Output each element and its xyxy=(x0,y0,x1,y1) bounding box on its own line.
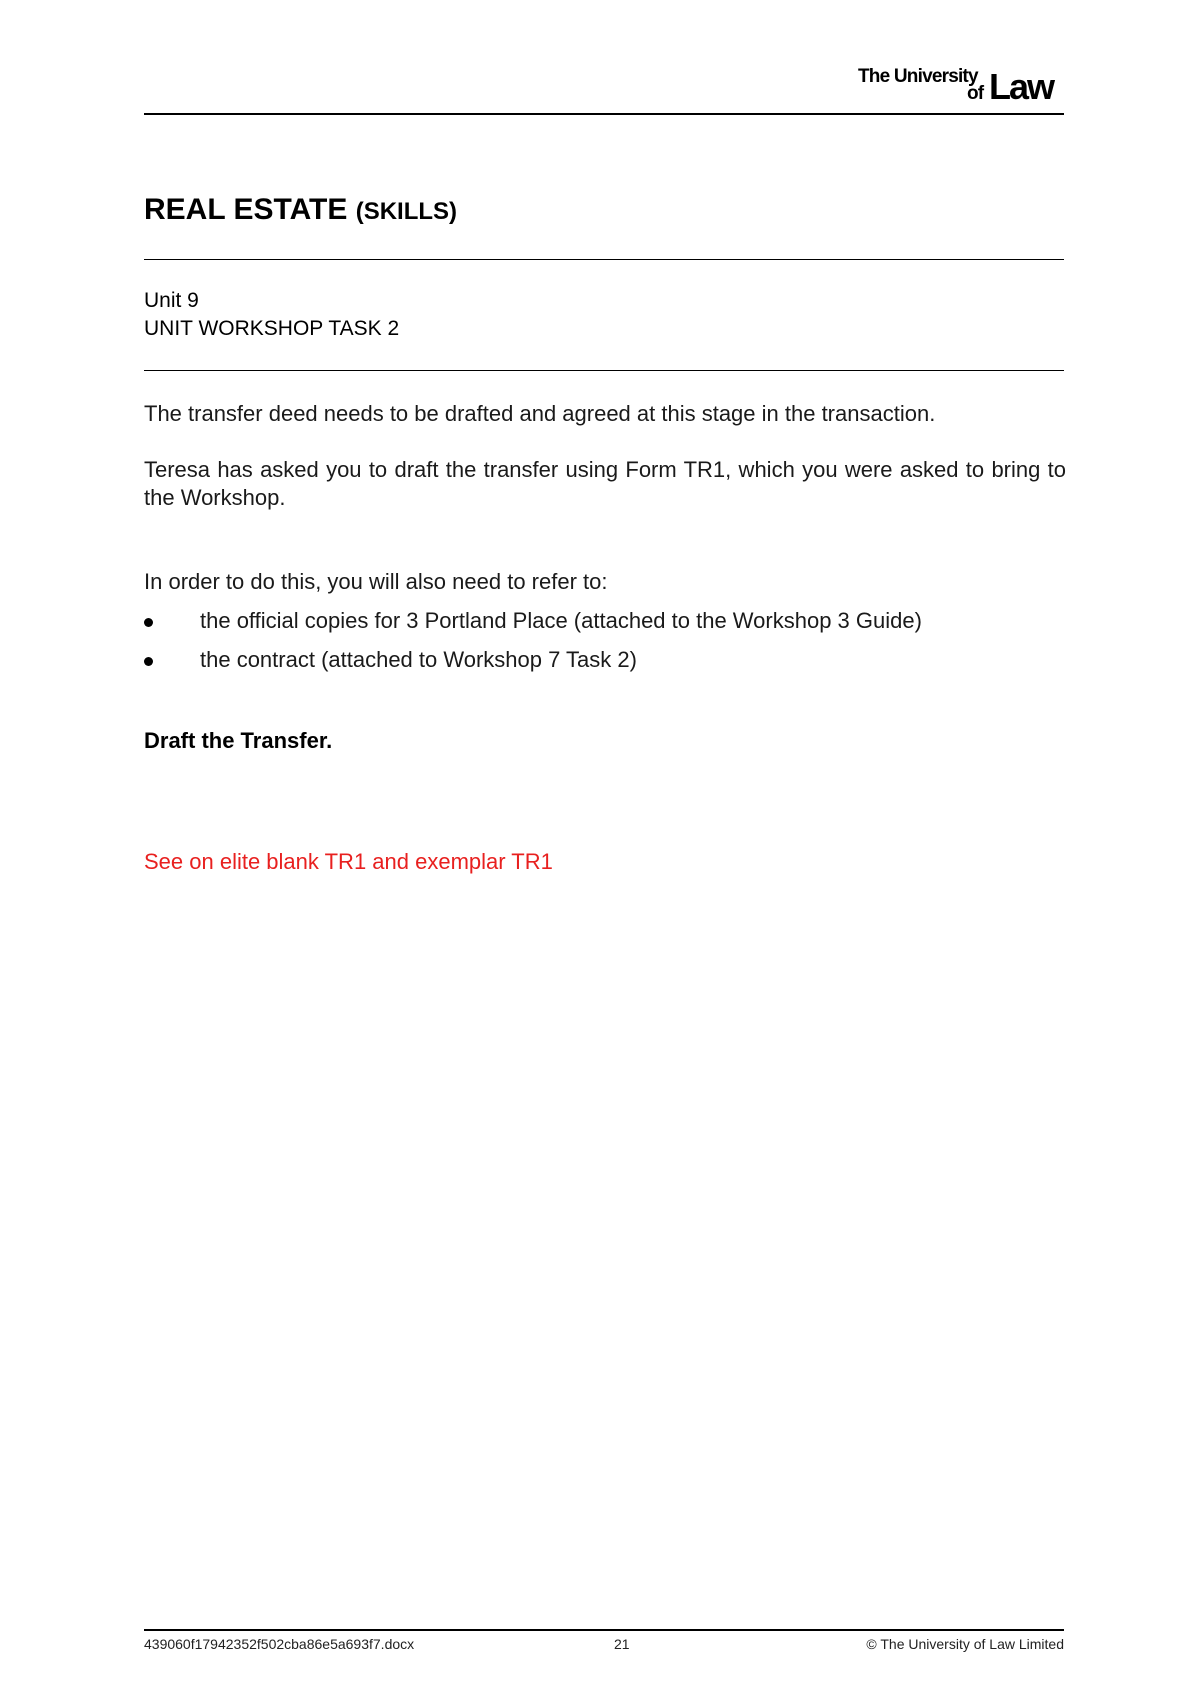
logo-text-of: of xyxy=(967,83,984,104)
unit-task: UNIT WORKSHOP TASK 2 xyxy=(144,317,400,340)
title-divider xyxy=(144,259,1064,260)
footer-page-number: 21 xyxy=(614,1636,630,1652)
title-sub: (SKILLS) xyxy=(355,198,458,225)
reference-note: See on elite blank TR1 and exemplar TR1 xyxy=(144,849,553,874)
footer-filename: 439060f17942352f502cba86e5a693f7.docx xyxy=(144,1636,415,1652)
unit-heading xyxy=(144,287,399,343)
list-item-text: the official copies for 3 Portland Place (attached to the Workshop 3 Guide) xyxy=(200,608,922,633)
bullet-icon xyxy=(144,618,153,627)
list-item-text: the contract (attached to Workshop 7 Task 2) xyxy=(200,647,637,672)
refer-paragraph: In order to do this, you will also need to refer to: xyxy=(144,569,608,594)
unit-number: Unit 9 xyxy=(144,289,199,312)
header-rule xyxy=(144,113,1064,115)
document-title xyxy=(144,193,457,227)
university-of-law-logo xyxy=(858,66,1068,106)
bullet-icon xyxy=(144,657,153,666)
intro-paragraph: The transfer deed needs to be drafted and agreed at this stage in the transaction. xyxy=(144,401,936,426)
logo-text-the-university: The University xyxy=(858,66,978,87)
task-paragraph: Teresa has asked you to draft the transfer using Form TR1, which you were asked to bring to the Workshop. xyxy=(144,457,1066,510)
draft-instruction: Draft the Transfer. xyxy=(144,728,333,753)
logo-text-law: Law xyxy=(989,66,1054,107)
title-main: REAL ESTATE xyxy=(144,193,348,226)
footer-rule xyxy=(144,1629,1064,1631)
unit-divider xyxy=(144,370,1064,371)
footer-copyright: © The University of Law Limited xyxy=(866,1636,1064,1652)
